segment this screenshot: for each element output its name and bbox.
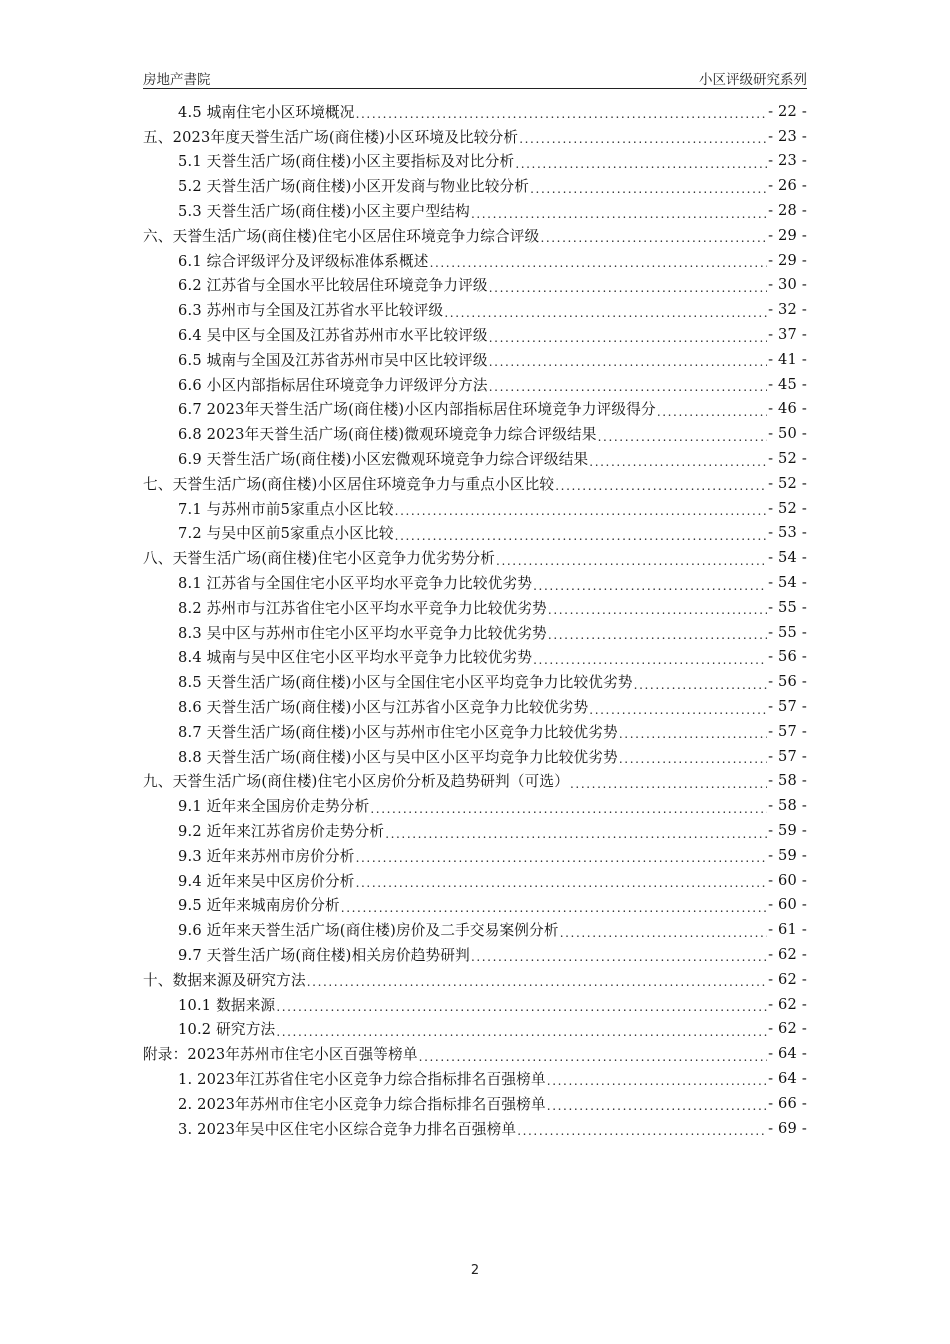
toc-entry-page: - 54 -: [768, 574, 807, 592]
toc-dot-leader: [471, 950, 767, 964]
toc-section-entry[interactable]: [143, 744, 807, 769]
toc-section-entry[interactable]: [143, 694, 807, 719]
toc-dot-leader: [370, 802, 767, 816]
toc-entry-title: 5.1 天誉生活广场(商住楼)小区主要指标及对比分析: [178, 153, 515, 171]
toc-dot-leader: [619, 727, 767, 741]
toc-entry-title: 6.4 吴中区与全国及江苏省苏州市水平比较评级: [178, 327, 488, 345]
toc-section-entry[interactable]: [143, 198, 807, 223]
toc-entry-title: 9.3 近年来苏州市房价分析: [178, 847, 355, 865]
toc-entry-title: 7.1 与苏州市前5家重点小区比较: [178, 500, 394, 518]
toc-section-entry[interactable]: [143, 397, 807, 422]
header-series-title: 小区评级研究系列: [699, 72, 807, 88]
toc-entry-page: - 60 -: [768, 896, 807, 914]
toc-entry-page: - 29 -: [768, 251, 807, 269]
toc-entry-page: - 64 -: [768, 1045, 807, 1063]
toc-entry-page: - 60 -: [768, 871, 807, 889]
toc-entry-page: - 57 -: [768, 698, 807, 716]
toc-dot-leader: [547, 1074, 767, 1088]
toc-chapter-entry[interactable]: [143, 967, 807, 992]
toc-entry-page: - 52 -: [768, 450, 807, 468]
toc-entry-page: - 58 -: [768, 772, 807, 790]
toc-section-entry[interactable]: [143, 521, 807, 546]
toc-dot-leader: [519, 132, 767, 146]
toc-entry-page: - 54 -: [768, 549, 807, 567]
toc-entry-title: 9.5 近年来城南房价分析: [178, 897, 340, 915]
toc-section-entry[interactable]: [143, 1016, 807, 1041]
toc-entry-page: - 57 -: [768, 747, 807, 765]
toc-dot-leader: [341, 901, 767, 915]
toc-section-entry[interactable]: [143, 1116, 807, 1141]
toc-entry-page: - 32 -: [768, 301, 807, 319]
toc-dot-leader: [489, 331, 767, 345]
table-of-contents: [143, 99, 807, 1140]
toc-section-entry[interactable]: [143, 173, 807, 198]
toc-entry-page: - 30 -: [768, 276, 807, 294]
toc-entry-title: 3. 2023年吴中区住宅小区综合竞争力排名百强榜单: [178, 1120, 517, 1138]
toc-dot-leader: [589, 455, 767, 469]
toc-chapter-entry[interactable]: [143, 1041, 807, 1066]
toc-entry-page: - 55 -: [768, 598, 807, 616]
toc-entry-title: 10.1 数据来源: [178, 996, 276, 1014]
toc-section-entry[interactable]: [143, 669, 807, 694]
toc-section-entry[interactable]: [143, 149, 807, 174]
toc-entry-page: - 66 -: [768, 1094, 807, 1112]
toc-section-entry[interactable]: [143, 1066, 807, 1091]
toc-dot-leader: [515, 157, 767, 171]
toc-entry-title: 2. 2023年苏州市住宅小区竞争力综合指标排名百强榜单: [178, 1095, 546, 1113]
toc-dot-leader: [430, 256, 768, 270]
toc-entry-page: - 52 -: [768, 499, 807, 517]
toc-dot-leader: [307, 975, 767, 989]
toc-chapter-entry[interactable]: [143, 471, 807, 496]
toc-entry-title: 8.2 苏州市与江苏省住宅小区平均水平竞争力比较优劣势: [178, 599, 547, 617]
toc-section-entry[interactable]: [143, 421, 807, 446]
toc-dot-leader: [489, 355, 767, 369]
toc-entry-page: - 61 -: [768, 921, 807, 939]
toc-entry-title: 6.8 2023年天誉生活广场(商住楼)微观环境竞争力综合评级结果: [178, 426, 597, 444]
toc-section-entry[interactable]: [143, 297, 807, 322]
toc-section-entry[interactable]: [143, 719, 807, 744]
toc-entry-title: 8.1 江苏省与全国住宅小区平均水平竞争力比较优劣势: [178, 575, 533, 593]
toc-dot-leader: [533, 579, 767, 593]
toc-entry-page: - 56 -: [768, 673, 807, 691]
toc-section-entry[interactable]: [143, 620, 807, 645]
toc-dot-leader: [419, 1050, 767, 1064]
toc-entry-page: - 62 -: [768, 970, 807, 988]
toc-dot-leader: [540, 231, 767, 245]
toc-section-entry[interactable]: [143, 570, 807, 595]
toc-dot-leader: [276, 1025, 767, 1039]
toc-dot-leader: [589, 703, 767, 717]
toc-dot-leader: [489, 380, 767, 394]
toc-entry-title: 七、天誉生活广场(商住楼)小区居住环境竞争力与重点小区比较: [143, 475, 555, 493]
toc-entry-title: 8.3 吴中区与苏州市住宅小区平均水平竞争力比较优劣势: [178, 624, 547, 642]
toc-entry-title: 8.5 天誉生活广场(商住楼)小区与全国住宅小区平均竞争力比较优劣势: [178, 674, 633, 692]
toc-entry-title: 八、天誉生活广场(商住楼)住宅小区竞争力优劣势分析: [143, 550, 496, 568]
toc-dot-leader: [598, 430, 767, 444]
toc-entry-page: - 28 -: [768, 202, 807, 220]
toc-dot-leader: [530, 182, 767, 196]
toc-dot-leader: [548, 603, 767, 617]
toc-entry-title: 9.2 近年来江苏省房价走势分析: [178, 823, 385, 840]
toc-dot-leader: [570, 777, 767, 791]
toc-dot-leader: [533, 653, 767, 667]
toc-dot-leader: [657, 405, 767, 419]
toc-entry-title: 9.6 近年来天誉生活广场(商住楼)房价及二手交易案例分析: [178, 922, 559, 940]
toc-entry-page: - 58 -: [768, 797, 807, 815]
toc-entry-page: - 64 -: [768, 1069, 807, 1087]
toc-entry-page: - 56 -: [768, 648, 807, 666]
toc-section-entry[interactable]: [143, 273, 807, 298]
toc-entry-title: 十、数据来源及研究方法: [143, 971, 306, 989]
toc-entry-title: 五、2023年度天誉生活广场(商住楼)小区环境及比较分析: [143, 128, 519, 146]
toc-entry-title: 附录：2023年苏州市住宅小区百强等榜单: [143, 1046, 418, 1064]
toc-dot-leader: [395, 529, 767, 543]
toc-entry-page: - 41 -: [768, 350, 807, 368]
toc-section-entry[interactable]: [143, 496, 807, 521]
toc-section-entry[interactable]: [143, 942, 807, 967]
toc-entry-page: - 52 -: [768, 474, 807, 492]
toc-entry-title: 10.2 研究方法: [178, 1021, 276, 1039]
toc-entry-page: - 62 -: [768, 945, 807, 963]
toc-entry-page: - 23 -: [768, 152, 807, 170]
toc-entry-title: 6.1 综合评级评分及评级标准体系概述: [178, 252, 429, 270]
toc-entry-title: 6.9 天誉生活广场(商住楼)小区宏微观环境竞争力综合评级结果: [178, 451, 589, 469]
toc-entry-title: 4.5 城南住宅小区环境概况: [178, 103, 355, 121]
toc-entry-page: - 45 -: [768, 375, 807, 393]
toc-section-entry[interactable]: [143, 1091, 807, 1116]
toc-entry-title: 9.4 近年来吴中区房价分析: [178, 872, 355, 890]
toc-dot-leader: [356, 107, 767, 121]
toc-section-entry[interactable]: [143, 868, 807, 893]
toc-entry-page: - 59 -: [768, 846, 807, 864]
toc-entry-title: 8.4 城南与吴中区住宅小区平均水平竞争力比较优劣势: [178, 649, 533, 667]
toc-section-entry[interactable]: [143, 843, 807, 868]
toc-dot-leader: [496, 554, 767, 568]
toc-chapter-entry[interactable]: [143, 545, 807, 570]
toc-dot-leader: [517, 1124, 767, 1138]
toc-entry-page: - 22 -: [768, 102, 807, 120]
toc-dot-leader: [356, 876, 767, 890]
toc-entry-page: - 55 -: [768, 623, 807, 641]
page-number: 2: [470, 1263, 480, 1278]
toc-entry-page: - 29 -: [768, 226, 807, 244]
toc-dot-leader: [385, 827, 767, 841]
toc-entry-page: - 57 -: [768, 722, 807, 740]
toc-dot-leader: [547, 1099, 767, 1113]
toc-dot-leader: [489, 281, 767, 295]
page-header: [143, 66, 807, 89]
toc-dot-leader: [471, 207, 767, 221]
toc-entry-title: 8.6 天誉生活广场(商住楼)小区与江苏省小区竞争力比较优劣势: [178, 699, 589, 717]
toc-section-entry[interactable]: [143, 595, 807, 620]
toc-section-entry[interactable]: [143, 793, 807, 818]
toc-entry-title: 6.6 小区内部指标居住环境竞争力评级评分方法: [178, 376, 488, 394]
toc-entry-title: 9.1 近年来全国房价走势分析: [178, 798, 370, 816]
toc-section-entry[interactable]: [143, 322, 807, 347]
toc-entry-title: 6.3 苏州市与全国及江苏省水平比较评级: [178, 302, 444, 320]
toc-section-entry[interactable]: [143, 992, 807, 1017]
toc-dot-leader: [619, 752, 767, 766]
toc-entry-page: - 23 -: [768, 127, 807, 145]
toc-entry-title: 7.2 与吴中区前5家重点小区比较: [178, 525, 394, 543]
toc-entry-title: 8.7 天誉生活广场(商住楼)小区与苏州市住宅小区竞争力比较优劣势: [178, 723, 618, 741]
toc-dot-leader: [444, 306, 767, 320]
toc-entry-title: 六、天誉生活广场(商住楼)住宅小区居住环境竞争力综合评级: [143, 227, 540, 245]
toc-entry-title: 九、天誉生活广场(商住楼)住宅小区房价分析及趋势研判（可选）: [143, 773, 570, 791]
toc-dot-leader: [560, 926, 767, 940]
toc-section-entry[interactable]: [143, 372, 807, 397]
toc-entry-title: 8.8 天誉生活广场(商住楼)小区与吴中区小区平均竞争力比较优劣势: [178, 748, 618, 766]
toc-dot-leader: [548, 628, 767, 642]
toc-chapter-entry[interactable]: [143, 223, 807, 248]
toc-entry-page: - 26 -: [768, 177, 807, 195]
toc-dot-leader: [634, 678, 767, 692]
toc-section-entry[interactable]: [143, 347, 807, 372]
toc-entry-title: 1. 2023年江苏省住宅小区竞争力综合指标排名百强榜单: [178, 1070, 546, 1088]
toc-section-entry[interactable]: [143, 248, 807, 273]
toc-entry-title: 5.2 天誉生活广场(商住楼)小区开发商与物业比较分析: [178, 178, 530, 196]
header-publisher: 房地产書院: [143, 72, 211, 88]
toc-entry-page: - 59 -: [768, 822, 807, 839]
toc-section-entry[interactable]: [143, 893, 807, 918]
toc-section-entry[interactable]: [143, 446, 807, 471]
toc-entry-page: - 53 -: [768, 524, 807, 542]
toc-entry-title: 6.7 2023年天誉生活广场(商住楼)小区内部指标居住环境竞争力评级得分: [178, 401, 656, 419]
toc-section-entry[interactable]: [143, 645, 807, 670]
toc-entry-title: 6.5 城南与全国及江苏省苏州市吴中区比较评级: [178, 351, 488, 369]
toc-section-entry[interactable]: [143, 818, 807, 843]
toc-entry-title: 6.2 江苏省与全国水平比较居住环境竞争力评级: [178, 277, 488, 295]
toc-dot-leader: [276, 1000, 767, 1014]
toc-entry-page: - 62 -: [768, 1020, 807, 1038]
toc-entry-title: 5.3 天誉生活广场(商住楼)小区主要户型结构: [178, 203, 470, 221]
toc-dot-leader: [356, 851, 767, 865]
toc-chapter-entry[interactable]: [143, 124, 807, 149]
toc-entry-page: - 69 -: [768, 1119, 807, 1137]
toc-section-entry[interactable]: [143, 917, 807, 942]
toc-chapter-entry[interactable]: [143, 769, 807, 794]
toc-dot-leader: [555, 479, 767, 493]
toc-entry-page: - 50 -: [768, 425, 807, 443]
toc-entry-page: - 46 -: [768, 400, 807, 418]
toc-section-entry[interactable]: [143, 99, 807, 124]
toc-entry-page: - 37 -: [768, 326, 807, 344]
toc-dot-leader: [395, 504, 767, 518]
toc-entry-page: - 62 -: [768, 995, 807, 1013]
toc-entry-title: 9.7 天誉生活广场(商住楼)相关房价趋势研判: [178, 946, 470, 964]
